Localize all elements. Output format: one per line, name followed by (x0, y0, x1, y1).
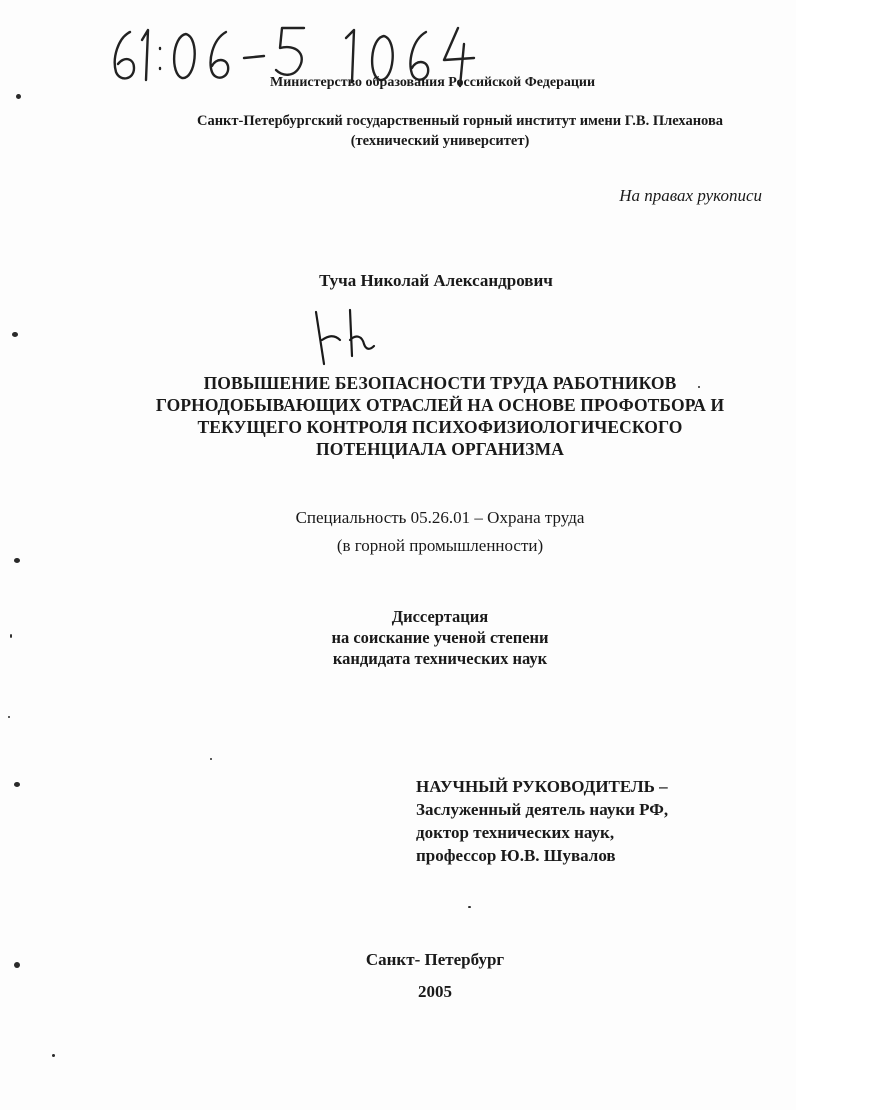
scan-speck (468, 906, 471, 908)
institute-line-1: Санкт-Петербургский государственный горный институт имени Г.В. Плеханова (196, 113, 724, 129)
degree-block (240, 606, 640, 669)
specialty-line-1: Специальность 05.26.01 – Охрана труда (295, 508, 585, 527)
city-name: Санкт- Петербург (365, 950, 505, 969)
title-line-3: ТЕКУЩЕГО КОНТРОЛЯ ПСИХОФИЗИОЛОГИЧЕСКОГО (197, 417, 683, 437)
rights-notice: На правах рукописи (619, 186, 762, 205)
signature-mark (312, 306, 382, 376)
supervisor-line-4: профессор Ю.В. Шувалов (416, 846, 616, 865)
scan-speck (14, 962, 20, 968)
degree-line-3: кандидата технических наук (332, 649, 548, 668)
title-line-4: ПОТЕНЦИАЛА ОРГАНИЗМА (316, 439, 564, 459)
scan-speck (8, 716, 10, 718)
title-line-2: ГОРНОДОБЫВАЮЩИХ ОТРАСЛЕЙ НА ОСНОВЕ ПРОФОТБОРА И (155, 395, 725, 415)
supervisor-line-3: доктор технических наук, (416, 823, 615, 842)
scan-speck (16, 94, 21, 99)
supervisor-line-1: НАУЧНЫЙ РУКОВОДИТЕЛЬ – (416, 777, 668, 796)
scan-speck (14, 782, 20, 787)
scan-speck (210, 758, 212, 760)
specialty-line-2: (в горной промышленности) (336, 536, 544, 555)
ministry-name: Министерство образования Российской Федерации (270, 75, 596, 90)
specialty-block (220, 504, 660, 560)
author-name: Туча Николай Александрович (319, 271, 553, 290)
footer-block (250, 944, 620, 1008)
year: 2005 (418, 982, 452, 1001)
scan-speck (52, 1054, 55, 1057)
degree-line-1: Диссертация (391, 607, 489, 626)
supervisor-block (416, 775, 776, 867)
scan-speck (698, 386, 700, 388)
scan-speck (12, 332, 18, 337)
scan-speck (14, 558, 20, 563)
title-line-1: ПОВЫШЕНИЕ БЕЗОПАСНОСТИ ТРУДА РАБОТНИКОВ (203, 373, 677, 393)
dissertation-title (110, 372, 770, 460)
svg-text:61:06-5 1064: 61:06-5 1064 (108, 13, 114, 14)
degree-line-2: на соискание ученой степени (331, 628, 549, 647)
institute-name (160, 111, 760, 151)
institute-line-2: (технический университет) (350, 133, 530, 149)
supervisor-line-2: Заслуженный деятель науки РФ, (416, 800, 669, 819)
scan-speck (10, 634, 12, 638)
